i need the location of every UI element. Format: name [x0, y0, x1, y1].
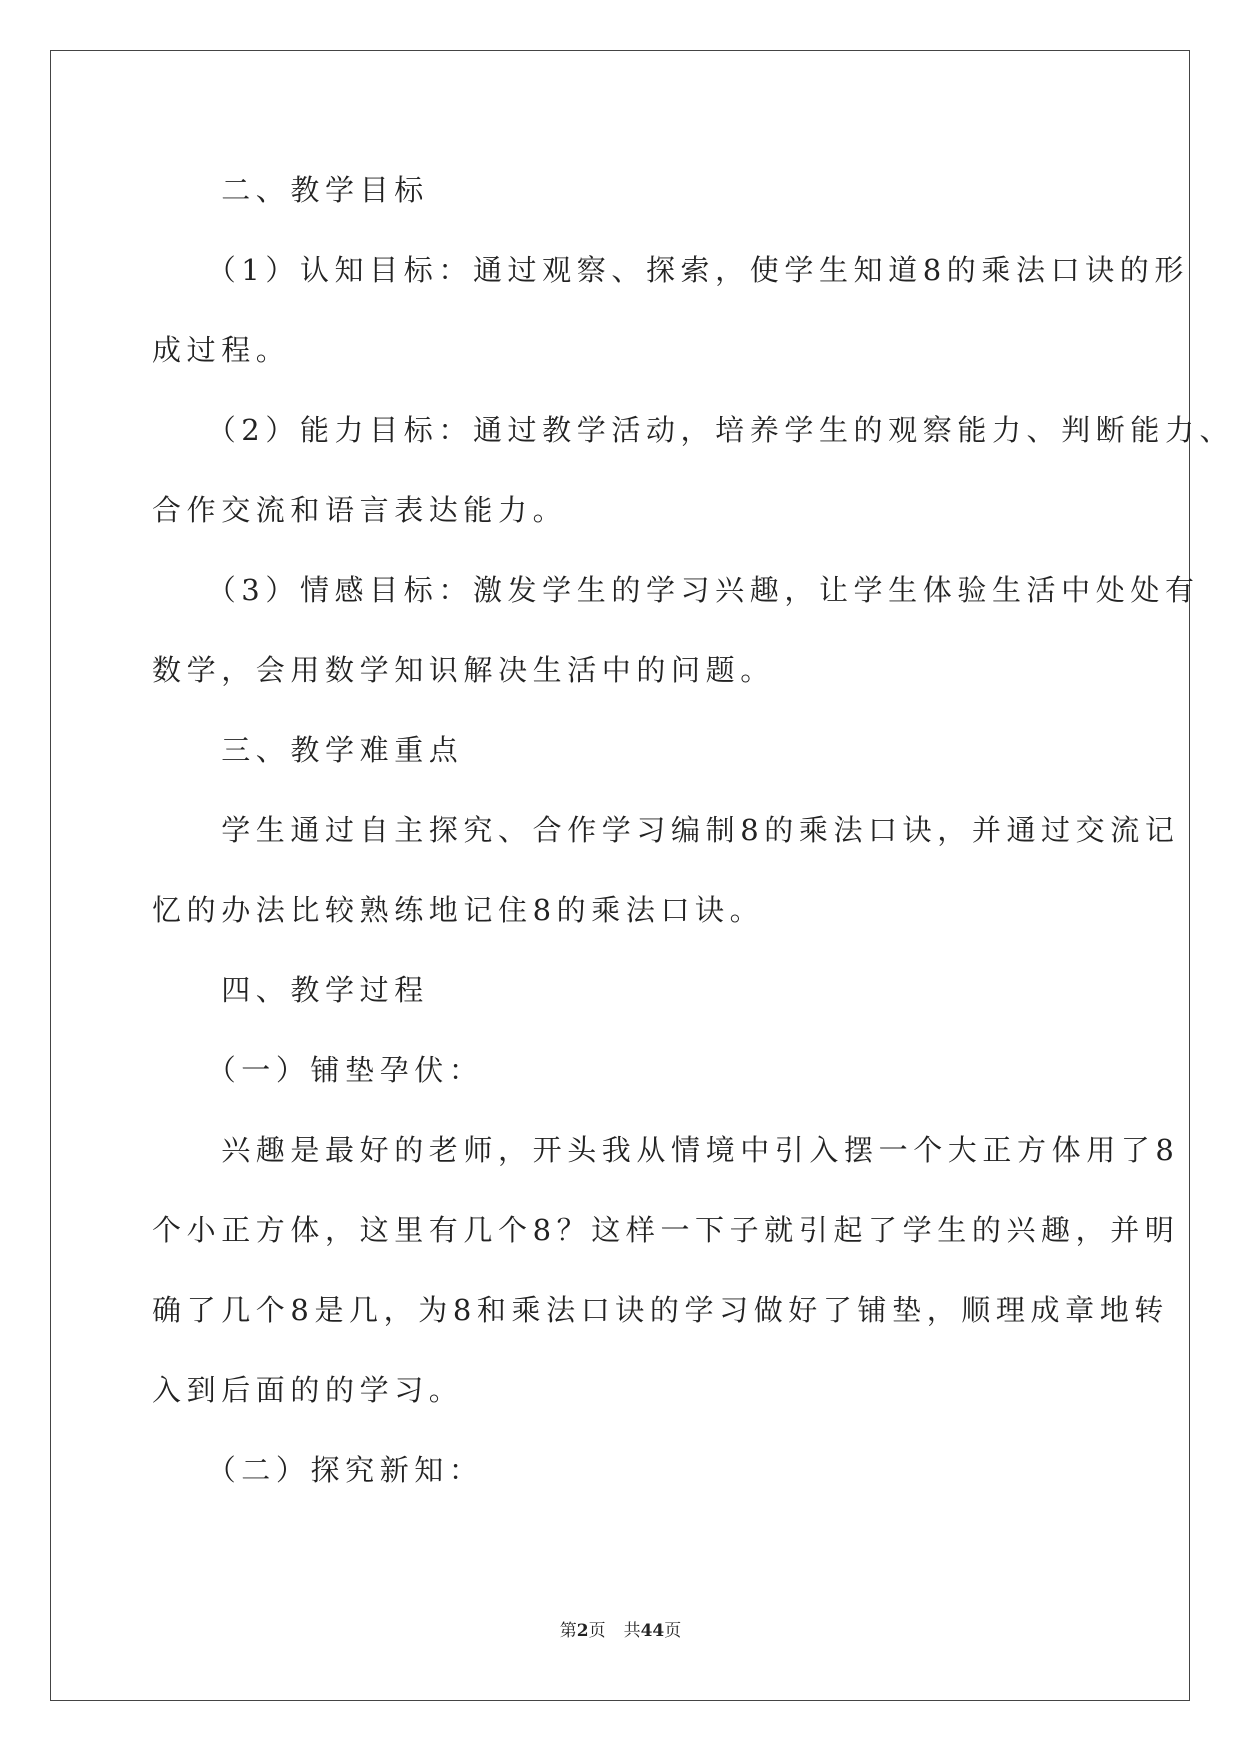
paragraph-line: 兴趣是最好的老师，开头我从情境中引入摆一个大正方体用了8: [152, 1133, 1180, 1167]
page-unit: 页: [588, 1621, 606, 1641]
paragraph-line: 数学，会用数学知识解决生活中的问题。: [152, 653, 775, 687]
current-page-number: 2: [576, 1621, 589, 1641]
heading-key-points: 三、教学难重点: [152, 733, 464, 767]
heading-teaching-process: 四、教学过程: [152, 973, 429, 1007]
total-unit: 页: [664, 1621, 682, 1641]
heading-teaching-goals: 二、教学目标: [152, 173, 429, 207]
page-prefix: 第: [559, 1621, 577, 1641]
paragraph-line: 入到后面的的学习。: [152, 1373, 464, 1407]
paragraph-line: 忆的办法比较熟练地记住8的乘法口诀。: [152, 893, 765, 927]
paragraph-line: 学生通过自主探究、合作学习编制8的乘法口诀，并通过交流记: [152, 813, 1180, 847]
paragraph-line: （1）认知目标：通过观察、探索，使学生知道8的乘法口诀的形: [152, 253, 1190, 287]
page-footer: [0, 1616, 1241, 1641]
paragraph-line: （2）能力目标：通过教学活动，培养学生的观察能力、判断能力、: [152, 413, 1235, 447]
paragraph-line: 合作交流和语言表达能力。: [152, 493, 568, 527]
total-page-number: 44: [640, 1621, 665, 1641]
total-prefix: 共: [623, 1621, 641, 1641]
paragraph-line: （3）情感目标：激发学生的学习兴趣，让学生体验生活中处处有: [152, 573, 1200, 607]
subheading-explore: （二）探究新知：: [152, 1453, 484, 1487]
paragraph-line: 确了几个8是几，为8和乘法口诀的学习做好了铺垫，顺理成章地转: [152, 1293, 1169, 1327]
subheading-foundation: （一）铺垫孕伏：: [152, 1053, 484, 1087]
paragraph-line: 成过程。: [152, 333, 291, 367]
paragraph-line: 个小正方体，这里有几个8？这样一下子就引起了学生的兴趣，并明: [152, 1213, 1180, 1247]
